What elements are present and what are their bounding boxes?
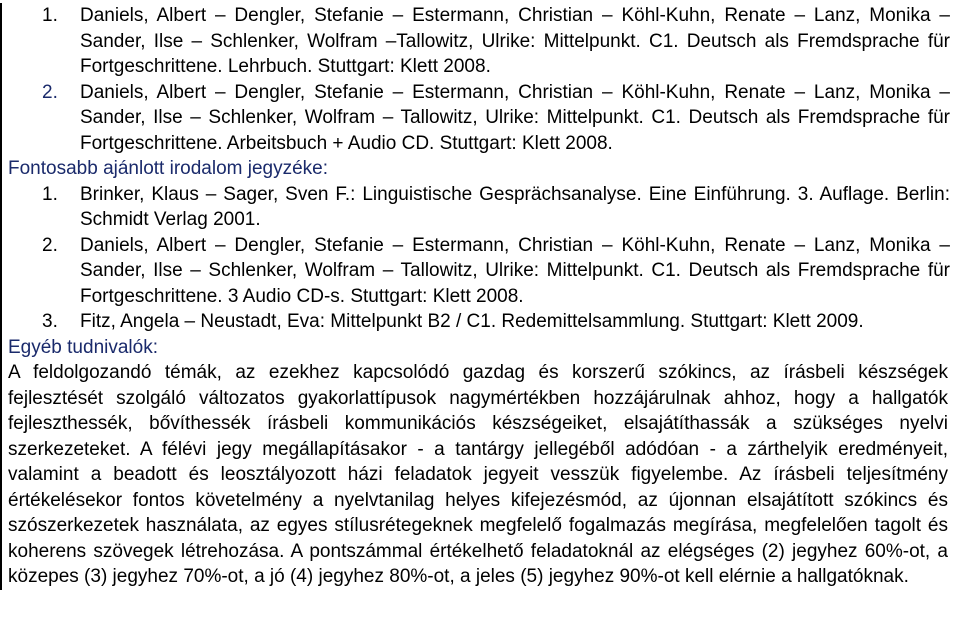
item-number: 3. [42,311,58,332]
item-number: 1. [42,183,58,205]
section-heading-other-info: Egyéb tudnivalók: [8,336,158,358]
item-number: 2. [42,81,58,103]
item-text: Fitz, Angela – Neustadt, Eva: Mittelpunkt B2 / C1. Redemittelsammlung. Stuttgart: Klett 2009. [80,311,864,332]
item-number: 2. [42,234,58,256]
item-text: Brinker, Klaus – Sager, Sven F.: Linguistische Gesprächsanalyse. Eine Einführung. 3. Auflage. Berlin: Schmidt Verlag 2001. [80,183,950,230]
bibliography-item [2,3,958,80]
item-text: Daniels, Albert – Dengler, Stefanie – Estermann, Christian – Köhl-Kuhn, Renate – Lanz, Monika – Sander, Ilse – Schlenker, Wolfram –Tallowitz, Ulrike: Mittelpunkt. C1. Deutsch als Fremdsprache für Fortgeschrittene. Lehrbuch. Stuttgart: Klett 2008. [80,5,950,77]
item-text: Daniels, Albert – Dengler, Stefanie – Estermann, Christian – Köhl-Kuhn, Renate – Lanz, Monika – Sander, Ilse – Schlenker, Wolfram – Tallowitz, Ulrike: Mittelpunkt. C1. Deutsch als Fremdsprache für Fortgeschrittene. 3 Audio CD-s. Stuttgart: Klett 2008. [80,234,950,307]
section-heading-recommended-literature: Fontosabb ajánlott irodalom jegyzéke: [8,158,329,179]
bibliography-item [2,80,958,157]
item-text: Daniels, Albert – Dengler, Stefanie – Estermann, Christian – Köhl-Kuhn, Renate – Lanz, Monika – Sander, Ilse – Schlenker, Wolfram – Tallowitz, Ulrike: Mittelpunkt. C1. Deutsch als Fremdsprache für Fortgeschrittene. Arbeitsbuch + Audio CD. Stuttgart: Klett 2008. [80,81,950,154]
item-number: 1. [42,5,58,26]
info-paragraph: A feldolgozandó témák, az ezekhez kapcsolódó gazdag és korszerű szókincs, az írásbeli készségek fejlesztését szolgáló változatos gyakorlattípusok nagymértékben hozzájárulnak ahhoz, hogy a hallgatók fejleszthessék, bővíthessék írásbeli kommunikációs készségeiket, elsajátíthassák a szükséges nyelvi szerkezeteket. A félévi jegy megállapításakor - a tantárgy jellegéből adódóan - a zárthelyik eredményeit, valamint a beadott és leosztályozott házi feladatok jegyeit vesszük figyelembe. Az írásbeli teljesítmény értékelésekor fontos követelmény a nyelvtanilag helyes kifejezésmód, az újonnan elsajátított szókincs és szószerkezetek használata, az egyes stílusrétegeknek megfelelő fogalmazás megírása, megfelelően tagolt és koherens szövegek létrehozása. A pontszámmal értékelhető feladatoknál az elégséges (2) jegyhez 60%-ot, a közepes (3) jegyhez 70%-ot, a jó (4) jegyhez 80%-ot, a jeles (5) jegyhez 90%-ot kell elérnie a hallgatóknak. [8,362,948,587]
bibliography-item [2,233,958,310]
bibliography-item [2,309,958,335]
bibliography-item [2,182,958,233]
document-page [0,3,958,590]
